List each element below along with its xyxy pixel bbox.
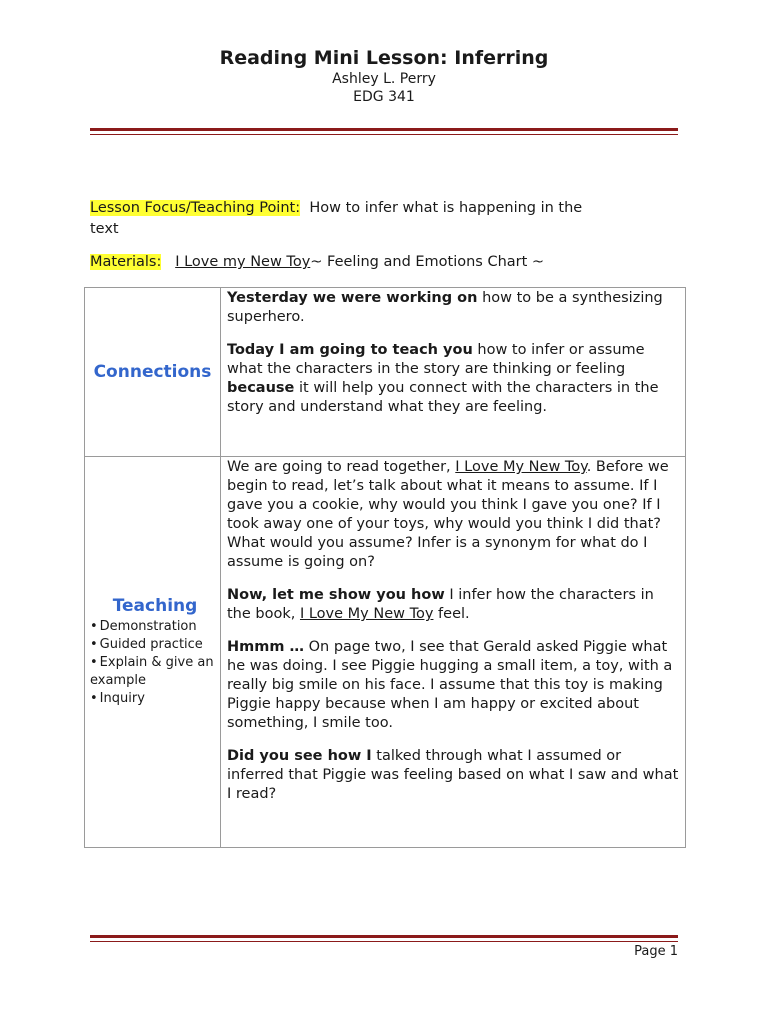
connections-p2-because: because	[227, 380, 295, 396]
document-title: Reading Mini Lesson: Inferring	[219, 47, 549, 69]
teaching-body	[221, 457, 686, 848]
connections-p1-bold: Yesterday we were working on	[227, 290, 478, 306]
teaching-paragraph-2	[227, 586, 679, 624]
connections-row	[85, 288, 686, 457]
teaching-method-item: • Explain & give an example	[90, 654, 220, 690]
teaching-p1-book: I Love My New Toy	[455, 459, 587, 475]
lesson-table	[84, 287, 686, 848]
teaching-p2-rest: feel.	[433, 606, 470, 622]
materials-book-title: I Love my New Toy	[175, 254, 311, 270]
teaching-paragraph-4	[227, 747, 679, 804]
teaching-label: Teaching	[112, 596, 198, 616]
teaching-p3-bold: Hmmm …	[227, 639, 305, 655]
teaching-p3-text: On page two, I see that Gerald asked Piggie what he was doing. I see Piggie hugging a small item, a toy, with a really big smile on his face. I assume that this toy is making Piggie happy because when I am happy or excited about something, I smile too.	[227, 639, 673, 731]
lesson-focus	[90, 198, 680, 240]
teaching-method-item: • Inquiry	[90, 690, 220, 708]
materials-rest: ~ Feeling and Emotions Chart ~	[310, 254, 545, 270]
lesson-focus-label: Lesson Focus/Teaching Point:	[90, 200, 301, 216]
connections-p2-rest: it will help you connect with the characters in the story and understand what they are feeling.	[227, 380, 659, 415]
teaching-p2-text: I infer how the characters in the book,	[227, 587, 654, 622]
teaching-method-item: • Guided practice	[90, 636, 220, 654]
connections-label-cell	[85, 288, 221, 457]
teaching-label-cell	[85, 457, 221, 848]
course-code: EDG 341	[353, 89, 415, 105]
author-name: Ashley L. Perry	[332, 71, 436, 87]
teaching-p1-text: We are going to read together,	[227, 459, 456, 475]
teaching-method-item: • Demonstration	[90, 618, 220, 636]
teaching-p2-bold: Now, let me show you how	[227, 587, 445, 603]
teaching-p4-text: talked through what I assumed or inferred that Piggie was feeling based on what I saw and what I read?	[227, 748, 679, 802]
teaching-p2-book: I Love My New Toy	[299, 606, 434, 622]
teaching-p4-bold: Did you see how I	[227, 748, 372, 764]
connections-label: Connections	[93, 362, 212, 382]
connections-p2-bold: Today I am going to teach you	[227, 342, 473, 358]
connections-paragraph-2	[227, 341, 679, 417]
footer-divider	[90, 935, 678, 942]
connections-p1-text: how to be a synthesizing superhero.	[227, 290, 663, 325]
teaching-p1-rest: . Before we begin to read, let’s talk about what it means to assume. If I gave you a cookie, why would you think I gave you one? If I took away one of your toys, why would you think I did that? What would you assume? Infer is a synonym for what do I assume is going on?	[227, 459, 669, 570]
connections-p2-text: how to infer or assume what the characters in the story are thinking or feeling	[227, 342, 645, 377]
page-number: Page 1	[634, 944, 678, 959]
lesson-focus-text-cont: text	[90, 221, 119, 237]
header-divider	[90, 128, 678, 135]
connections-paragraph-1	[227, 289, 679, 327]
teaching-paragraph-1	[227, 458, 679, 572]
materials	[90, 252, 680, 273]
teaching-methods-list	[90, 618, 220, 708]
lesson-focus-text: How to infer what is happening in the	[309, 200, 583, 216]
teaching-paragraph-3	[227, 638, 679, 733]
document-header	[0, 46, 768, 106]
materials-label: Materials:	[90, 254, 162, 270]
connections-body	[221, 288, 686, 457]
teaching-row	[85, 457, 686, 848]
